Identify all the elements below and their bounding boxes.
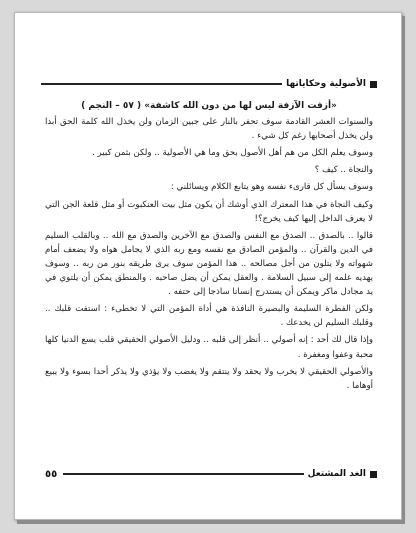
book-title: الغد المشتعل — [307, 469, 366, 479]
footer-rule — [63, 473, 303, 475]
quran-quote: «أزفت الآزفة ليس لها من دون الله كاشفة» ( ٥٧ – النجم ) — [81, 101, 337, 111]
page-footer — [41, 467, 377, 481]
paragraph-2: وسوف يعلم الكل من هم أهل الأصول بحق وما هي الأصولية .. ولكن بثمن كبير . — [92, 148, 373, 159]
paragraph-7: ولكن الفطرة السليمة والبصيرة النافذة هي أداة المؤمن التي لا تخطىء : استفت قلبك .. وقلبك السليم لن يخدعك . — [45, 304, 373, 329]
header-rule — [41, 83, 282, 85]
paragraph-6: قالوا .. بالصدق .. الصدق مع النفس والصدق مع الآخرين والصدق مع الله .. وبالقلب السليم في الدين والقرآن .. والمؤمن الصادق مع نفسه ومع ربه الذي لا يجامل هواه ولا يضعف أمام شهواته ولا يتلون من أجل مصالحه .. هذا المؤمن سوف يرى طريقه بنور من ربه .. وسوف يهديه علمه إلى سبيل السلامة . والعقل يمكن أن يضل صاحبه . والمنطق يمكن أن يلتوي في يد مجادل ماكر ويمكن أن يستدرج إنسانا ساذجا إلى حتفه . — [45, 230, 373, 298]
paragraph-9: والأصولي الحقيقي لا يخرب ولا يحقد ولا ينتقم ولا يغضب ولا يؤذي ولا يذكر أحدا بسوء ولا يبيع أوهاما . — [45, 366, 373, 391]
chapter-title: الأصولية وحكاياتها — [286, 79, 366, 89]
paragraph-5: وكيف النجاة في هذا المعترك الذي أوشك أن يكون مثل بيت العنكبوت أو مثل قلعة الجن التي لا يعرف الداخل إليها كيف يخرج؟! — [45, 199, 373, 224]
page-number: ٥٥ — [45, 468, 58, 480]
paragraph-1: والسنوات العشر القادمة سوف تحفر بالنار على جبين الزمان ولن يخذل الله كلمة الحق أبدا ولن يخذل أصحابها رغم كل شيء . — [45, 117, 373, 142]
paragraph-3: والنجاة .. كيف ؟ — [314, 165, 373, 176]
header-square-icon — [370, 81, 377, 88]
paragraph-8: وإذا قال لك أحد : إنه أصولي .. أنظر إلى قلبه .. ودليل الأصولي الحقيقي قلب يسع الدنيا كلها محبة وعفوا ومغفرة . — [45, 335, 373, 360]
paragraph-4: وسوف يسأل كل قارىء نفسه وهو يتابع الكلام ويسائلني : — [170, 182, 373, 193]
page-body — [45, 99, 373, 396]
book-page — [14, 12, 402, 520]
page-header — [41, 77, 377, 91]
footer-square-icon — [370, 471, 377, 478]
